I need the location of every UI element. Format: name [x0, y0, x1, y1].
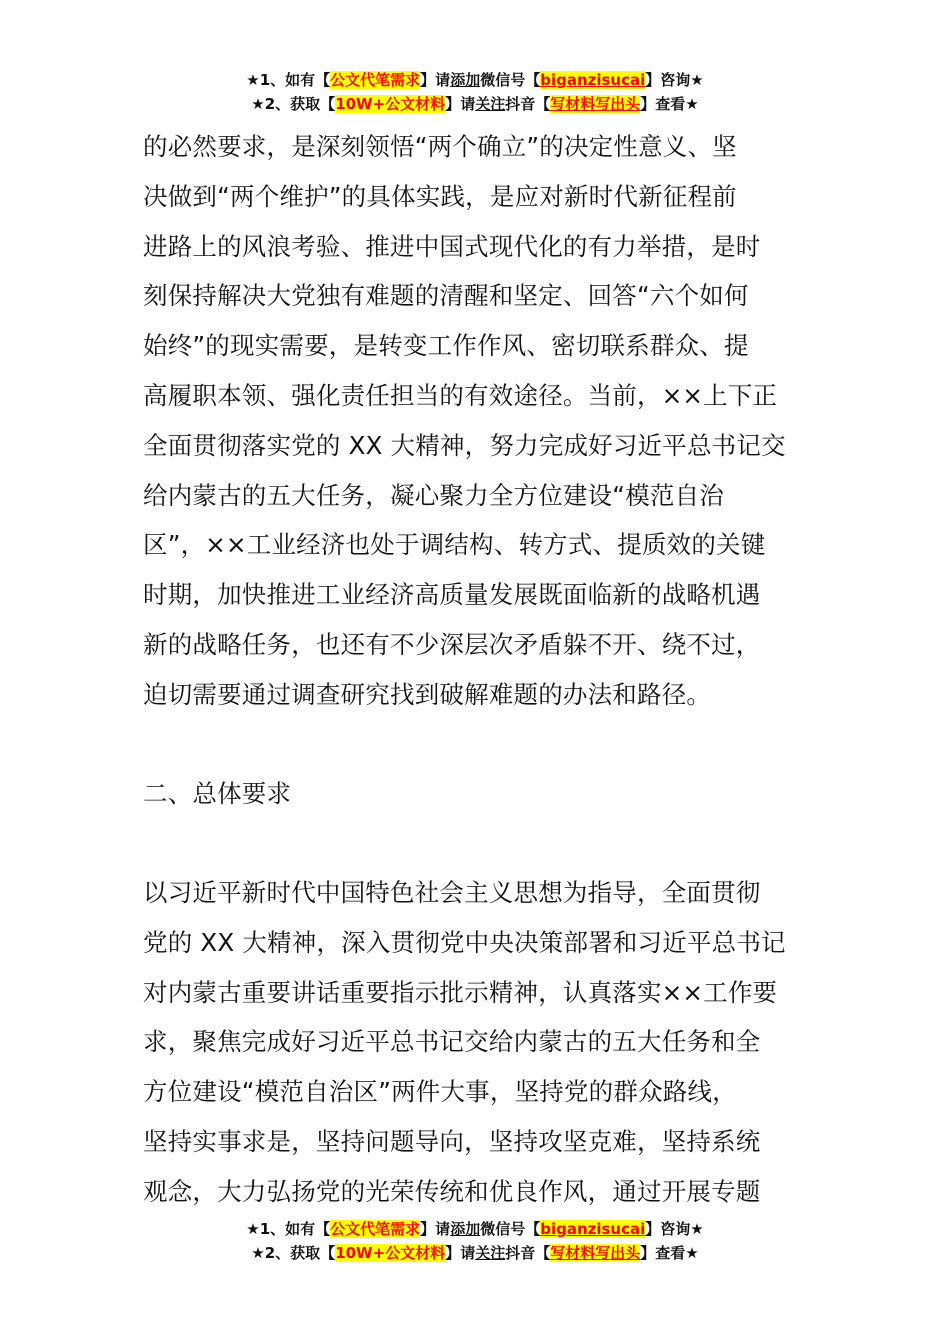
paragraph-line: 新的战略任务，也还有不少深层次矛盾躲不开、绕不过，: [143, 630, 761, 659]
paragraph-line: 对内蒙古重要讲话重要指示批示精神，认真落实××工作要: [143, 977, 778, 1007]
paragraph-line: 决做到“两个维护”的具体实践，是应对新时代新征程前: [143, 181, 737, 211]
banner-text: ★1、如有【: [246, 71, 331, 89]
banner-text: 】请: [445, 1244, 476, 1262]
paragraph-line: 高履职本领、强化责任担当的有效途径。当前，××上下正: [143, 381, 778, 410]
highlight-text: 10W+公文材料: [335, 95, 446, 113]
paragraph-line: 区”，××工业经济也处于调结构、转方式、提质效的关键: [143, 530, 766, 560]
banner-text: 微信号【: [480, 71, 541, 89]
paragraph-line: 始终”的现实需要，是转变工作作风、密切联系群众、提: [143, 331, 749, 361]
highlight-text: 公文代笔需求: [330, 1220, 421, 1238]
wechat-id: biganzisucai: [540, 1220, 646, 1238]
paragraph-line: 坚持实事求是，坚持问题导向，坚持攻坚克难，坚持系统: [143, 1127, 761, 1156]
douyin-id: 写材料写出头: [550, 1244, 641, 1262]
paragraph-line: 观念，大力弘扬党的光荣传统和优良作风，通过开展专题: [143, 1176, 761, 1206]
paragraph-line: 进路上的风浪考验、推进中国式现代化的有力举措，是时: [143, 231, 761, 261]
banner-text: 】咨询★: [645, 1220, 704, 1238]
banner-text: 】查看★: [640, 1244, 699, 1262]
header-banner: [0, 68, 950, 116]
banner-text: 】咨询★: [645, 71, 704, 89]
paragraph-line: 全面贯彻落实党的 XX 大精神，努力完成好习近平总书记交: [143, 430, 786, 460]
douyin-id: 写材料写出头: [550, 95, 641, 113]
highlight-text: 公文代笔需求: [330, 71, 421, 89]
paragraph-line: 方位建设“模范自治区”两件大事，坚持党的群众路线，: [143, 1077, 737, 1107]
underlined-text: 关注: [475, 95, 506, 113]
paragraph-line: 给内蒙古的五大任务，凝心聚力全方位建设“模范自治: [143, 480, 724, 510]
banner-row-2: [0, 1241, 950, 1265]
banner-text: 微信号【: [480, 1220, 541, 1238]
paragraph-line: 迫切需要通过调查研究找到破解难题的办法和路径。: [143, 679, 712, 709]
paragraph-line: 时期，加快推进工业经济高质量发展既面临新的战略机遇: [143, 580, 761, 610]
banner-text: ★2、获取【: [251, 95, 336, 113]
paragraph-line: 刻保持解决大党独有难题的清醒和坚定、回答“六个如何: [143, 281, 749, 311]
underlined-text: 添加: [450, 71, 481, 89]
underlined-text: 添加: [450, 1220, 481, 1238]
highlight-text: 10W+公文材料: [335, 1244, 446, 1262]
banner-text: 】请: [420, 1220, 451, 1238]
banner-text: ★2、获取【: [251, 1244, 336, 1262]
banner-text: 抖音【: [505, 1244, 551, 1262]
section-heading: 二、总体要求: [143, 779, 292, 808]
underlined-text: 关注: [475, 1244, 506, 1262]
banner-text: ★1、如有【: [246, 1220, 331, 1238]
paragraph-line: 以习近平新时代中国特色社会主义思想为指导，全面贯彻: [143, 878, 761, 907]
banner-row-1: [0, 68, 950, 92]
banner-text: 】查看★: [640, 95, 699, 113]
banner-row-1: [0, 1217, 950, 1241]
wechat-id: biganzisucai: [540, 71, 646, 89]
paragraph-line: 党的 XX 大精神，深入贯彻党中央决策部署和习近平总书记: [143, 927, 786, 957]
banner-text: 】请: [420, 71, 451, 89]
banner-text: 】请: [445, 95, 476, 113]
banner-text: 抖音【: [505, 95, 551, 113]
paragraph-line: 求，聚焦完成好习近平总书记交给内蒙古的五大任务和全: [143, 1027, 761, 1057]
paragraph-line: 的必然要求，是深刻领悟“两个确立”的决定性意义、坚: [143, 132, 737, 161]
banner-row-2: [0, 92, 950, 116]
footer-banner: [0, 1217, 950, 1265]
